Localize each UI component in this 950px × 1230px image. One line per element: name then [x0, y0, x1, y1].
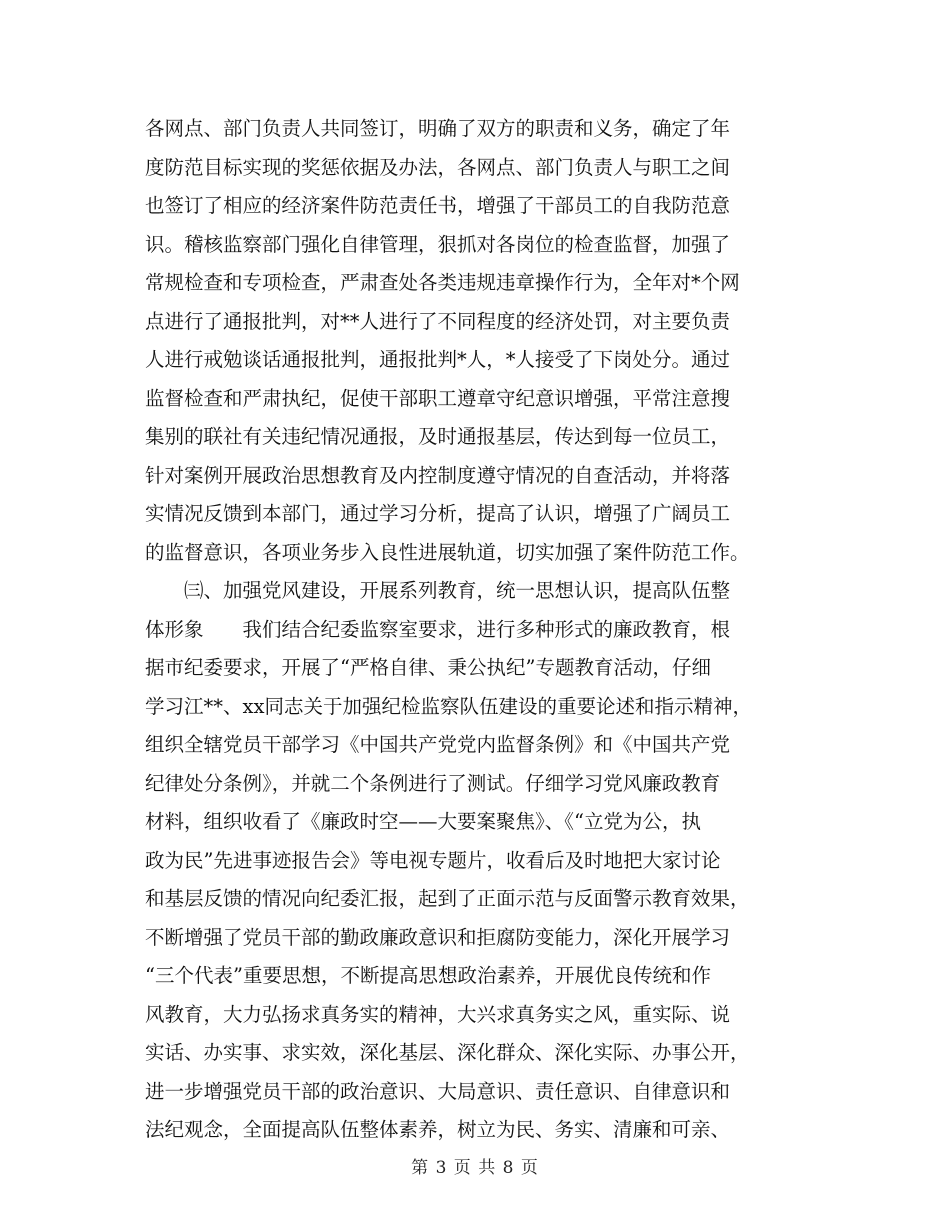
text-line: 的监督意识，各项业务步入良性进展轨道，切实加强了案件防范工作。 [145, 540, 750, 564]
text-line: 材料，组织收看了《廉政时空——大要案聚焦》、《“立党为公，执 [145, 810, 701, 833]
page-footer: 第 3 页 共 8 页 [411, 1158, 539, 1178]
text-line: 人进行戒勉谈话通报批判，通报批判*人，*人接受了下岗处分。通过 [145, 348, 731, 371]
text-line: 识。稽核监察部门强化自律管理，狠抓对各岗位的检查监督，加强了 [145, 232, 731, 256]
text-line: 实情况反馈到本部门，通过学习分析，提高了认识，增强了广阔员工 [145, 502, 731, 525]
text-line: “三个代表”重要思想，不断提高思想政治素养，开展优良传统和作 [145, 964, 711, 987]
text-line: 度防范目标实现的奖惩依据及办法，各网点、部门负责人与职工之间 [145, 155, 731, 179]
text-line: 各网点、部门负责人共同签订，明确了双方的职责和义务，确定了年 [145, 117, 731, 140]
text-line: 不断增强了党员干部的勤政廉政意识和拒腐防变能力，深化开展学习 [145, 925, 731, 949]
text-line: 纪律处分条例》，并就二个条例进行了测试。仔细学习党风廉政教育 [145, 771, 721, 795]
text-line: 实话、办实事、求实效，深化基层、深化群众、深化实际、办事公开， [145, 1041, 750, 1064]
text-line: 法纪观念，全面提高队伍整体素养，树立为民、务实、清廉和可亲、 [145, 1118, 731, 1141]
text-line: 集别的联社有关违纪情况通报，及时通报基层，传达到每一位员工， [145, 425, 731, 448]
text-line: 组织全辖党员干部学习《中国共产党党内监督条例》和《中国共产党 [145, 733, 731, 756]
text-line: 体形象 我们结合纪委监察室要求，进行多种形式的廉政教育，根 [145, 617, 731, 641]
text-line: 和基层反馈的情况向纪委汇报，起到了正面示范与反面警示教育效果， [145, 887, 750, 910]
text-line: 风教育，大力弘扬求真务实的精神，大兴求真务实之风，重实际、说 [145, 1002, 731, 1026]
text-line: ㈢、加强党风建设，开展系列教育，统一思想认识，提高队伍整 [145, 579, 731, 602]
text-line: 监督检查和严肃执纪，促使干部职工遵章守纪意识增强，平常注意搜 [145, 386, 731, 410]
text-line: 常规检查和专项检查，严肃查处各类违规违章操作行为，全年对*个网 [145, 271, 740, 294]
text-line: 进一步增强党员干部的政治意识、大局意识、责任意识、自律意识和 [145, 1079, 731, 1103]
body-text [145, 110, 825, 1150]
text-line: 也签订了相应的经济案件防范责任书，增强了干部员工的自我防范意 [145, 194, 731, 217]
text-line: 学习江**、xx同志关于加强纪检监察队伍建设的重要论述和指示精神， [145, 694, 752, 718]
text-line: 政为民”先进事迹报告会》等电视专题片，收看后及时地把大家讨论 [145, 848, 721, 872]
text-line: 针对案例开展政治思想教育及内控制度遵守情况的自查活动，并将落 [145, 463, 731, 487]
text-line: 据市纪委要求，开展了“严格自律、秉公执纪”专题教育活动，仔细 [145, 656, 711, 679]
text-line: 点进行了通报批判，对**人进行了不同程度的经济处罚，对主要负责 [145, 309, 731, 333]
